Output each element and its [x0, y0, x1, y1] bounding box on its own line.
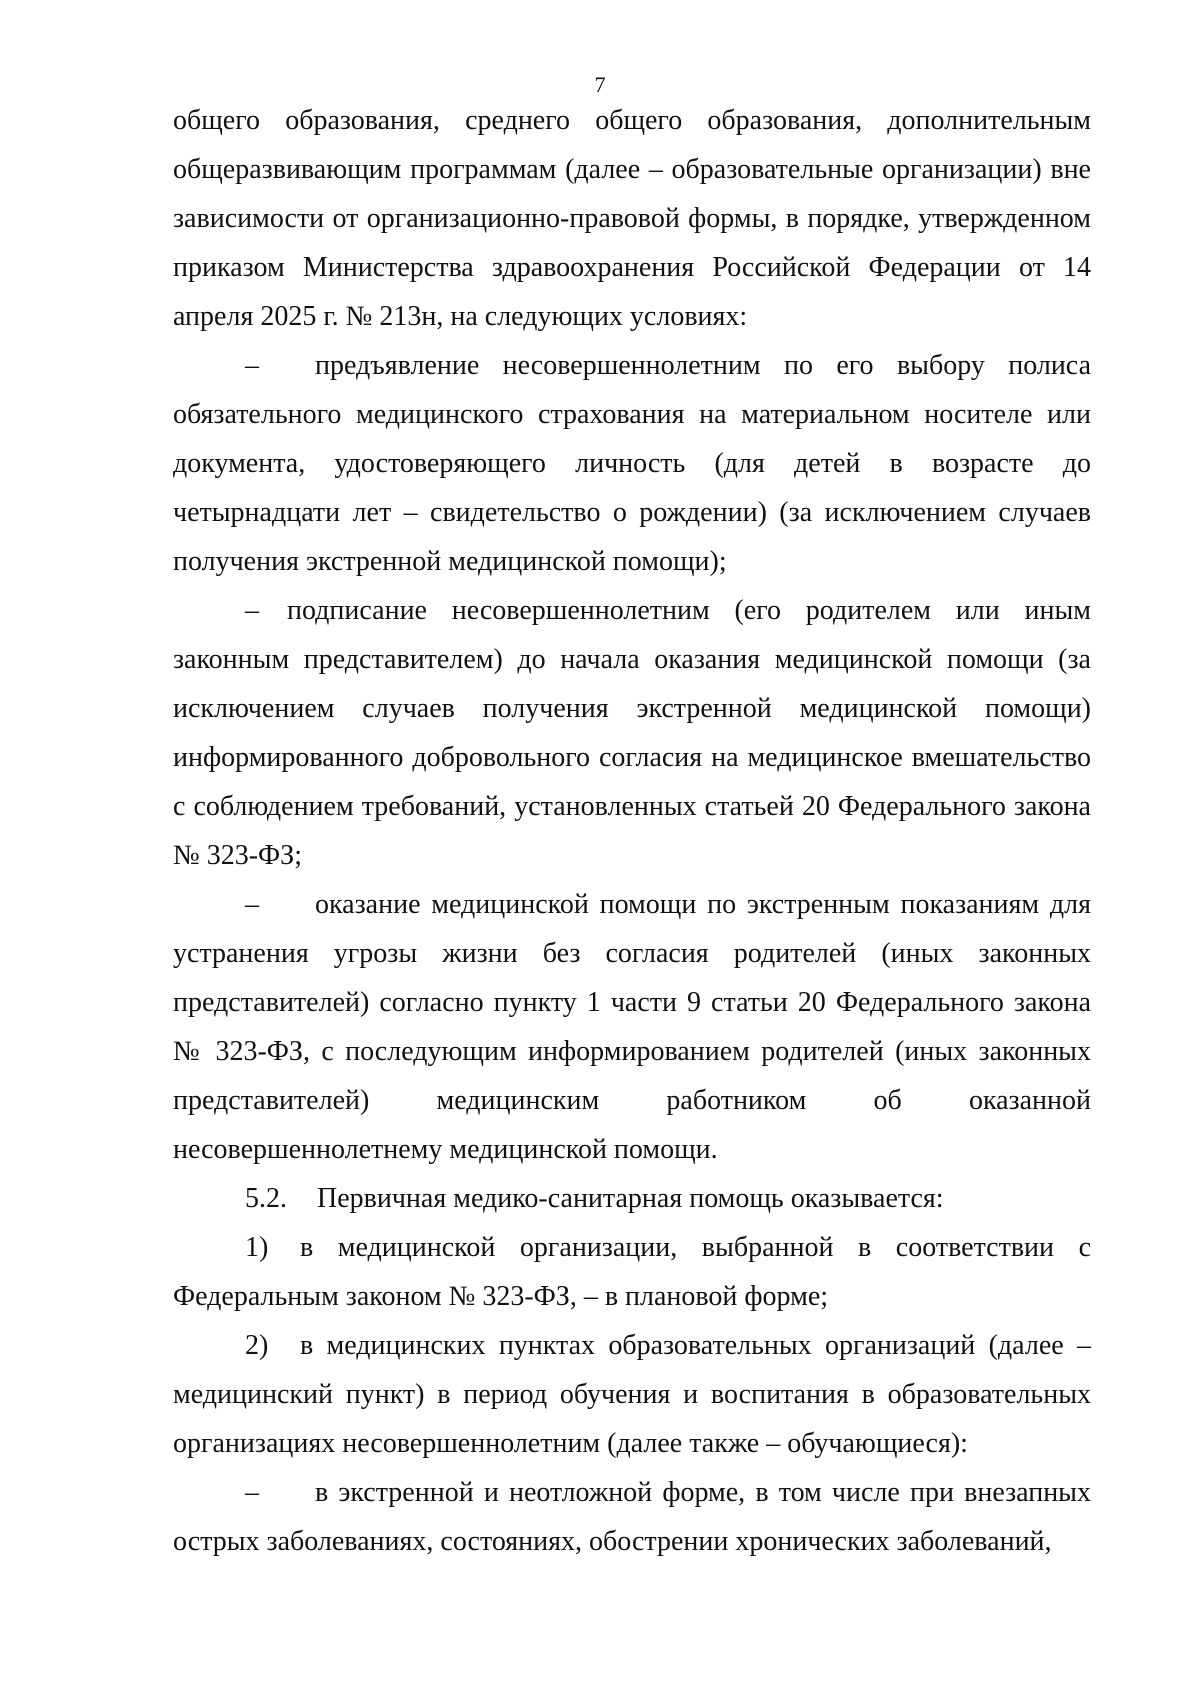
list-item-dash [173, 1468, 1091, 1566]
page-number: 7 [594, 72, 606, 97]
paragraph-text: в медицинских пунктах образовательных организаций (далее – медицинский пункт) в период обучения и воспитания в образовательных организациях несовершеннолетним (далее также – обучающиеся): [173, 1330, 1091, 1459]
paragraph-text: оказание медицинской помощи по экстренным показаниям для устранения угрозы жизни без согласия родителей (иных законных представителей) согласно пункту 1 части 9 статьи 20 Федерального закона № 323-ФЗ, с последующим информированием родителей (иных законных представителей) медицинским работником об оказанной несовершеннолетнему медицинской помощи. [173, 889, 1091, 1165]
item-number: 2) [245, 1330, 269, 1361]
list-marker: – [245, 350, 259, 381]
paragraph-text: в экстренной и неотложной форме, в том числе при внезапных острых заболеваниях, состояниях, обострении хронических заболеваний, [173, 1477, 1091, 1557]
section-number: 5.2. [245, 1183, 287, 1214]
list-marker: – [245, 1477, 259, 1508]
list-item-dash [173, 341, 1091, 586]
numbered-item [173, 1223, 1091, 1321]
numbered-item [173, 1321, 1091, 1468]
paragraph-continuation [173, 96, 1091, 341]
paragraph-text: подписание несовершеннолетним (его родителем или иным законным представителем) до начала оказания медицинской помощи (за исключением случаев получения экстренной медицинской помощи) информированного добровольного согласия на медицинское вмешательство с соблюдением требований, установленных статьей 20 Федерального закона № 323-ФЗ; [173, 595, 1091, 871]
paragraph-text: в медицинской организации, выбранной в соответствии с Федеральным законом № 323-ФЗ, – в плановой форме; [173, 1232, 1091, 1312]
document-body [173, 96, 1091, 1566]
paragraph-text: предъявление несовершеннолетним по его выбору полиса обязательного медицинского страхования на материальном носителе или документа, удостоверяющего личность (для детей в возрасте до четырнадцати лет – свидетельство о рождении) (за исключением случаев получения экстренной медицинской помощи); [173, 350, 1091, 577]
section-heading-item [173, 1174, 1091, 1223]
list-marker: – [245, 889, 259, 920]
list-marker: – [245, 595, 259, 626]
list-item-dash [173, 880, 1091, 1174]
paragraph-text: общего образования, среднего общего образования, дополнительным общеразвивающим программам (далее – образовательные организации) вне зависимости от организационно-правовой формы, в порядке, утвержденном приказом Министерства здравоохранения Российской Федерации от 14 апреля 2025 г. № 213н, на следующих условиях: [173, 105, 1091, 332]
item-number: 1) [245, 1232, 269, 1263]
paragraph-text: Первичная медико-санитарная помощь оказывается: [317, 1183, 944, 1214]
list-item-dash [173, 586, 1091, 880]
